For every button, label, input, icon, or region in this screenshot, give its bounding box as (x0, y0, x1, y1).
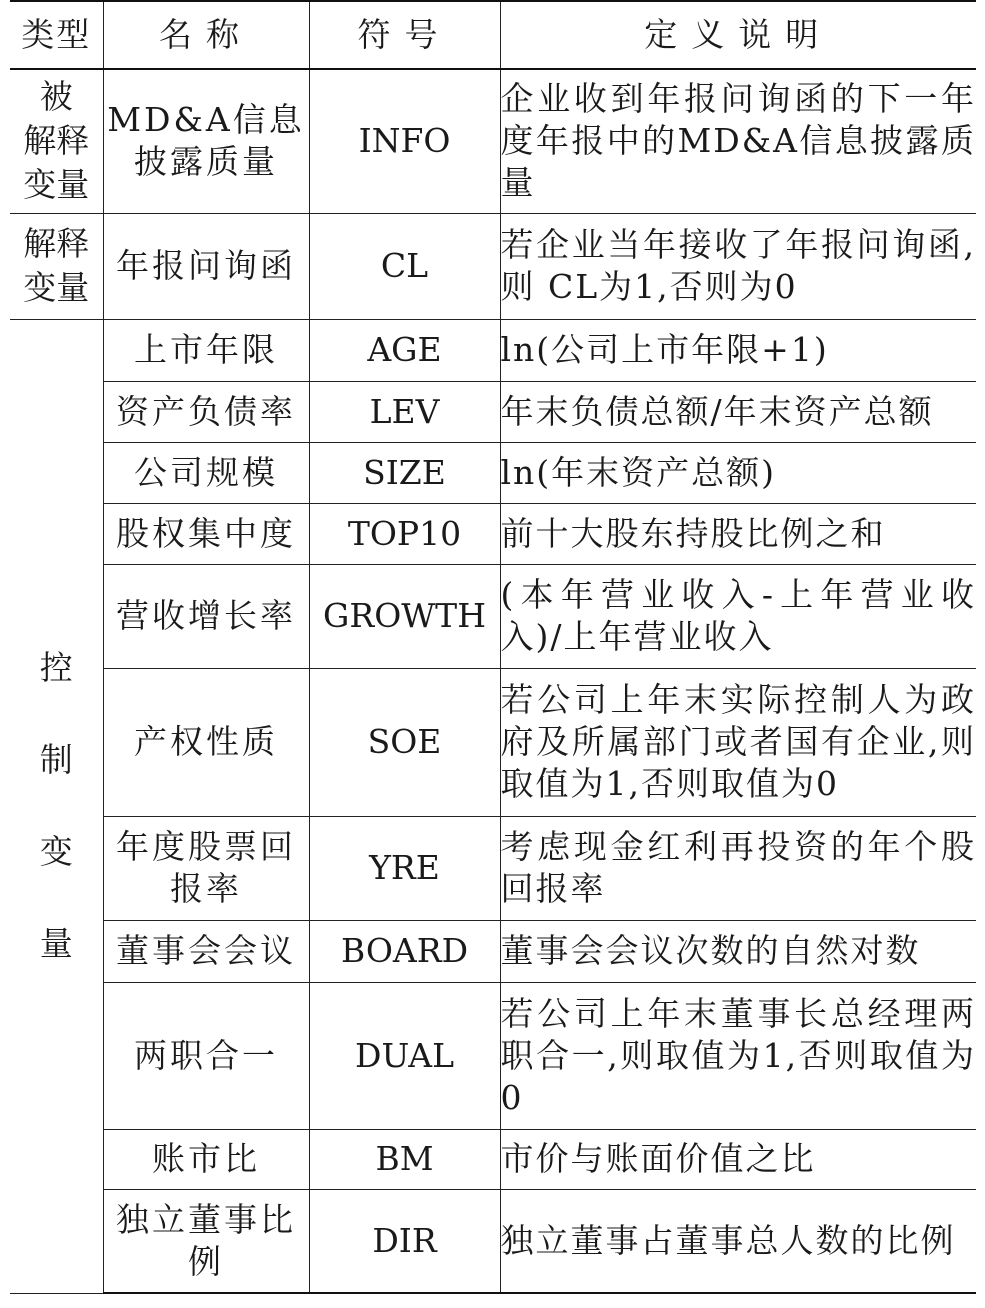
variable-name: 资产负债率 (103, 381, 309, 442)
variable-definition: 考虑现金红利再投资的年个股回报率 (500, 816, 976, 920)
table-row (10, 920, 976, 982)
table-row (10, 503, 976, 564)
table-row (10, 564, 976, 668)
table-header-row (10, 1, 976, 69)
variable-symbol: TOP10 (309, 503, 500, 564)
group-control-variables (10, 319, 103, 1293)
variable-name: 营收增长率 (103, 564, 309, 668)
table-row (10, 982, 976, 1129)
header-type: 类型 (10, 1, 103, 69)
table-row (10, 1129, 976, 1189)
group-label-line: 解释 (23, 224, 90, 263)
variable-definition: 若公司上年末实际控制人为政府及所属部门或者国有企业,则取值为1,否则取值为0 (500, 668, 976, 816)
variable-symbol: CL (309, 213, 500, 319)
variable-name: 年报问询函 (103, 213, 309, 319)
group-label-char: 变 (39, 832, 73, 871)
group-label-char: 控 (39, 648, 73, 687)
variable-definition: 董事会会议次数的自然对数 (500, 920, 976, 982)
variable-definition: 若公司上年末董事长总经理两职合一,则取值为1,否则取值为0 (500, 982, 976, 1129)
variable-definition: 前十大股东持股比例之和 (500, 503, 976, 564)
variable-definition: (本年营业收入-上年营业收入)/上年营业收入 (500, 564, 976, 668)
table-row (10, 213, 976, 319)
variable-definition: ln(年末资产总额) (500, 442, 976, 503)
variable-symbol: SOE (309, 668, 500, 816)
variable-name: 上市年限 (103, 319, 309, 381)
variable-symbol: GROWTH (309, 564, 500, 668)
table-row (10, 442, 976, 503)
variable-name: 年度股票回报率 (103, 816, 309, 920)
variable-symbol: SIZE (309, 442, 500, 503)
variable-symbol: YRE (309, 816, 500, 920)
variable-symbol: DIR (309, 1189, 500, 1293)
table-row (10, 381, 976, 442)
header-symbol: 符号 (309, 1, 500, 69)
group-label-char: 制 (39, 740, 73, 779)
table-row (10, 69, 976, 213)
variable-symbol: BOARD (309, 920, 500, 982)
variable-symbol: BM (309, 1129, 500, 1189)
variable-definition: 独立董事占董事总人数的比例 (500, 1189, 976, 1293)
variable-definition: 市价与账面价值之比 (500, 1129, 976, 1189)
header-name: 名称 (103, 1, 309, 69)
table-row (10, 1189, 976, 1293)
group-label-line: 解释 (23, 121, 90, 161)
variable-name: MD&A信息披露质量 (103, 69, 309, 213)
group-label-line: 变量 (23, 268, 90, 307)
table-row (10, 319, 976, 381)
variable-definition: 企业收到年报问询函的下一年度年报中的MD&A信息披露质量 (500, 69, 976, 213)
table-row (10, 668, 976, 816)
header-definition: 定义说明 (500, 1, 976, 69)
variable-symbol: LEV (309, 381, 500, 442)
variable-name: 账市比 (103, 1129, 309, 1189)
variable-definition-table (10, 0, 976, 1294)
variable-name: 股权集中度 (103, 503, 309, 564)
variable-name: 独立董事比例 (103, 1189, 309, 1293)
variable-symbol: INFO (309, 69, 500, 213)
variable-definition: 若企业当年接收了年报问询函,则 CL为1,否则为0 (500, 213, 976, 319)
variable-symbol: DUAL (309, 982, 500, 1129)
variable-definition: ln(公司上市年限+1) (500, 319, 976, 381)
variable-definition: 年末负债总额/年末资产总额 (500, 381, 976, 442)
group-label-char: 量 (39, 924, 73, 963)
group-dependent-variable (10, 69, 103, 213)
variable-name: 公司规模 (103, 442, 309, 503)
group-label-line: 被 (39, 77, 73, 117)
variable-name: 产权性质 (103, 668, 309, 816)
group-label-line: 变量 (23, 165, 90, 205)
group-independent-variable (10, 213, 103, 319)
table-row (10, 816, 976, 920)
variable-symbol: AGE (309, 319, 500, 381)
variable-name: 董事会会议 (103, 920, 309, 982)
variable-name: 两职合一 (103, 982, 309, 1129)
